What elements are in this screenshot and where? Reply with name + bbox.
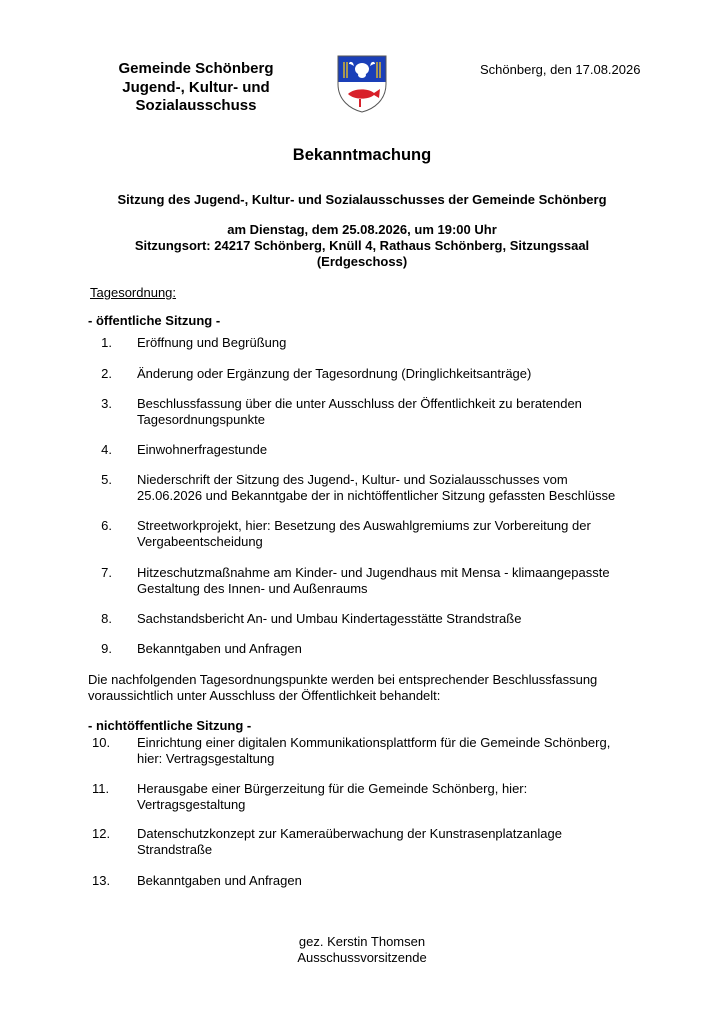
paragraph-line: Die nachfolgenden Tagesordnungspunkte werden bei entsprechender Beschlussfassung [88,672,598,687]
item-text [137,781,637,813]
item-text [137,641,637,657]
item-text [137,826,637,858]
item-text [137,442,637,458]
item-text [137,735,637,767]
nonpublic-intro-paragraph [88,672,597,704]
item-number: 10. [92,735,111,750]
meeting-date-time: am Dienstag, dem 25.08.2026, um 19:00 Uhr [227,222,497,237]
item-number: 13. [92,873,111,888]
item-number: 4. [101,442,112,457]
item-number: 11. [92,781,110,796]
item-line: Beschlussfassung über die unter Ausschluss der Öffentlichkeit zu beratenden [137,396,582,411]
item-number: 1. [101,335,112,350]
org-line-3: Sozialausschuss [135,97,257,114]
place-date: Schönberg, den 17.08.2026 [480,62,641,77]
item-number: 12. [92,826,111,841]
item-line: Sachstandsbericht An- und Umbau Kindertagesstätte Strandstraße [137,611,522,626]
paragraph-line: voraussichtlich unter Ausschluss der Öffentlichkeit behandelt: [88,688,441,703]
item-line: Hitzeschutzmaßnahme am Kinder- und Jugendhaus mit Mensa - klimaangepasste [137,565,610,580]
item-line: Änderung oder Ergänzung der Tagesordnung (Dringlichkeitsanträge) [137,366,532,381]
item-line: hier: Vertragsgestaltung [137,751,275,766]
item-line: Bekanntgaben und Anfragen [137,641,302,656]
signatory-name: gez. Kerstin Thomsen [298,934,426,949]
item-line: Herausgabe einer Bürgerzeitung für die Gemeinde Schönberg, hier: [137,781,528,796]
municipal-crest-icon [336,54,388,114]
item-number: 3. [101,396,112,411]
meeting-subtitle [0,192,724,208]
item-line: Einwohnerfragestunde [137,442,268,457]
item-line: Eröffnung und Begrüßung [137,335,287,350]
item-line: Tagesordnungspunkte [137,412,265,427]
item-number: 2. [101,366,112,381]
signature-block [0,934,724,966]
org-line-1: Gemeinde Schönberg [118,60,274,77]
item-text [137,518,637,550]
item-line: Vergabeentscheidung [137,534,263,549]
item-text [137,565,637,597]
item-number: 8. [101,611,112,626]
item-number: 9. [101,641,112,656]
item-line: Niederschrift der Sitzung des Jugend-, Kultur- und Sozialausschusses vom [137,472,568,487]
meeting-location: Sitzungsort: 24217 Schönberg, Knüll 4, Rathaus Schönberg, Sitzungssaal [134,238,590,253]
item-line: Vertragsgestaltung [137,797,246,812]
item-text [137,611,637,627]
item-text [137,873,637,889]
item-line: Bekanntgaben und Anfragen [137,873,302,888]
item-line: Gestaltung des Innen- und Außenraums [137,581,368,596]
item-number: 6. [101,518,112,533]
document-title: Bekanntmachung [292,146,432,164]
organization-name [98,60,294,116]
nonpublic-section-title: - nichtöffentliche Sitzung - [88,718,252,733]
item-text [137,335,637,351]
item-number: 7. [101,565,112,580]
item-text [137,366,637,382]
signatory-role: Ausschussvorsitzende [297,950,427,965]
public-section-title: - öffentliche Sitzung - [88,313,221,328]
item-text [137,396,637,428]
item-line: Strandstraße [137,842,213,857]
item-line: Datenschutzkonzept zur Kameraüberwachung der Kunstrasenplatzanlage [137,826,562,841]
item-line: 25.06.2026 und Bekanntgabe der in nichtöffentlicher Sitzung gefassten Beschlüsse [137,488,616,503]
org-line-2: Jugend-, Kultur- und [122,78,270,96]
item-line: Streetworkprojekt, hier: Besetzung des Auswahlgremiums zur Vorbereitung der [137,518,591,533]
subtitle-line: Sitzung des Jugend-, Kultur- und Sozialausschusses der Gemeinde Schönberg [117,192,607,207]
meeting-location-floor: (Erdgeschoss) [316,254,408,269]
item-text [137,472,637,504]
agenda-label: Tagesordnung: [90,285,177,300]
item-number: 5. [101,472,112,487]
item-line: Einrichtung einer digitalen Kommunikationsplattform für die Gemeinde Schönberg, [137,735,611,750]
meeting-details [0,222,724,270]
